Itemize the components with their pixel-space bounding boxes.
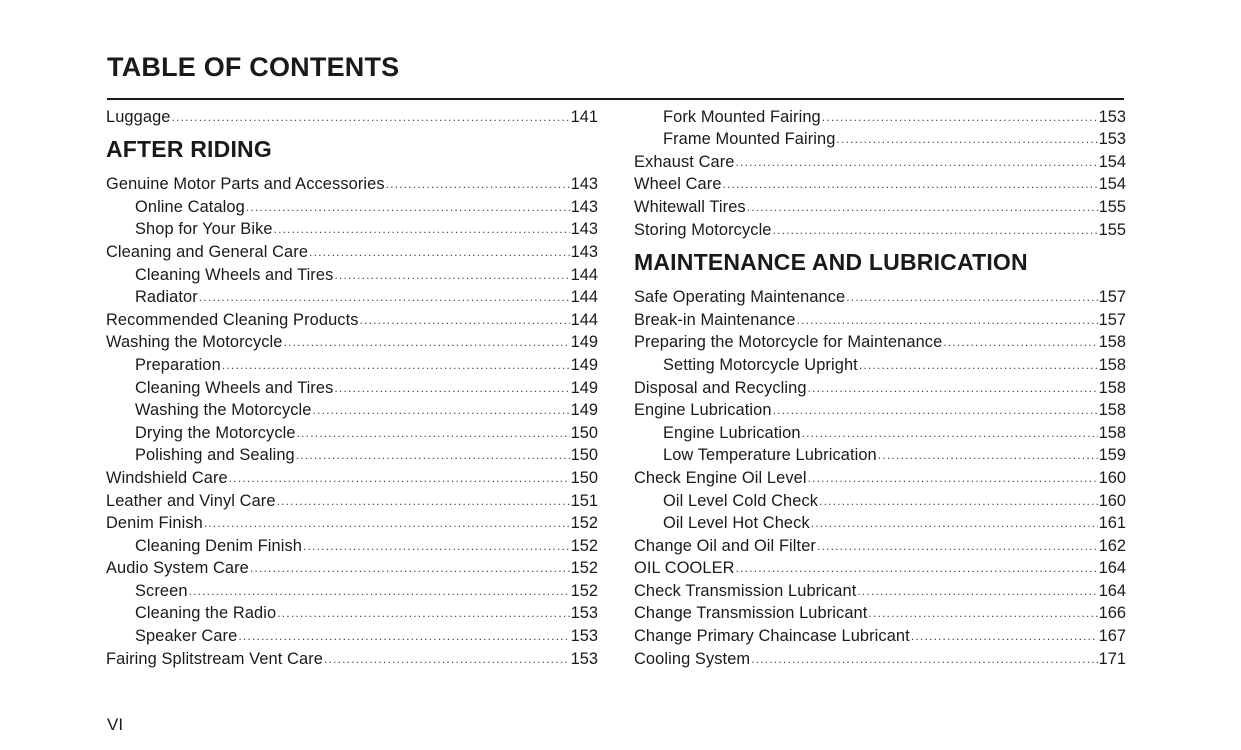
toc-entry-title: Whitewall Tires	[634, 197, 746, 216]
toc-entry[interactable]	[634, 352, 1126, 375]
toc-entry-title: Frame Mounted Fairing	[663, 130, 836, 149]
toc-entry-title: Cleaning the Radio	[135, 604, 277, 623]
toc-entry-title: Check Engine Oil Level	[634, 468, 807, 487]
toc-entry-title: Shop for Your Bike	[135, 220, 273, 239]
toc-leader-dots	[846, 287, 1097, 307]
toc-leader-dots	[836, 129, 1097, 149]
toc-leader-dots	[250, 558, 570, 578]
toc-leader-dots	[334, 265, 569, 285]
toc-leader-dots	[238, 626, 569, 646]
toc-entry[interactable]	[106, 104, 598, 127]
toc-column-right	[634, 104, 1126, 669]
toc-entry-title: Fork Mounted Fairing	[663, 107, 821, 126]
toc-entry-title: Cleaning Denim Finish	[135, 536, 302, 555]
toc-entry-page-number: 153	[570, 627, 598, 646]
toc-entry-title: Oil Level Hot Check	[663, 514, 810, 533]
toc-entry-page-number: 158	[1098, 378, 1126, 397]
toc-entry[interactable]	[106, 194, 598, 217]
toc-entry[interactable]	[106, 262, 598, 285]
toc-entry[interactable]	[106, 285, 598, 308]
toc-entry-title: Safe Operating Maintenance	[634, 288, 846, 307]
toc-entry-page-number: 150	[570, 468, 598, 487]
toc-entry-page-number: 151	[570, 491, 598, 510]
toc-entry-page-number: 149	[570, 401, 598, 420]
toc-leader-dots	[817, 536, 1098, 556]
toc-entry[interactable]	[634, 646, 1126, 669]
toc-entry-page-number: 153	[1098, 130, 1126, 149]
toc-leader-dots	[222, 355, 570, 375]
toc-entry-title: Check Transmission Lubricant	[634, 581, 857, 600]
toc-entry-page-number: 157	[1098, 310, 1126, 329]
toc-entry[interactable]	[106, 511, 598, 534]
toc-entry-title: Setting Motorcycle Upright	[663, 355, 858, 374]
toc-leader-dots	[274, 219, 570, 239]
toc-leader-dots	[857, 581, 1097, 601]
toc-entry-page-number: 152	[570, 514, 598, 533]
toc-entry[interactable]	[634, 511, 1126, 534]
toc-entry-title: Engine Lubrication	[663, 423, 801, 442]
toc-entry-title: Washing the Motorcycle	[135, 401, 312, 420]
toc-entry-page-number: 158	[1098, 355, 1126, 374]
toc-entry-title: Change Transmission Lubricant	[634, 604, 868, 623]
toc-entry[interactable]	[634, 285, 1126, 308]
toc-leader-dots	[297, 423, 570, 443]
toc-entry[interactable]	[634, 375, 1126, 398]
toc-leader-dots	[796, 310, 1097, 330]
toc-leader-dots	[277, 603, 569, 623]
toc-entry-page-number: 143	[570, 242, 598, 261]
toc-entry-title: Drying the Motorcycle	[135, 423, 296, 442]
toc-entry[interactable]	[106, 172, 598, 195]
toc-entry[interactable]	[634, 149, 1126, 172]
toc-entry[interactable]	[634, 127, 1126, 150]
toc-leader-dots	[808, 378, 1098, 398]
toc-leader-dots	[284, 332, 570, 352]
toc-entry[interactable]	[634, 443, 1126, 466]
toc-entry-page-number: 154	[1098, 175, 1126, 194]
toc-entry-title: Disposal and Recycling	[634, 378, 807, 397]
toc-entry-title: OIL COOLER	[634, 559, 735, 578]
toc-entry-page-number: 152	[570, 536, 598, 555]
toc-entry-page-number: 157	[1098, 288, 1126, 307]
toc-leader-dots	[773, 400, 1098, 420]
toc-entry-page-number: 149	[570, 378, 598, 397]
toc-entry-page-number: 155	[1098, 197, 1126, 216]
toc-leader-dots	[723, 174, 1098, 194]
toc-entry[interactable]	[634, 533, 1126, 556]
toc-entry[interactable]	[106, 578, 598, 601]
toc-entry[interactable]	[634, 172, 1126, 195]
toc-entry-page-number: 149	[570, 355, 598, 374]
toc-entry-page-number: 149	[570, 333, 598, 352]
toc-entry[interactable]	[634, 398, 1126, 421]
toc-entry-page-number: 150	[570, 423, 598, 442]
toc-entry-title: Exhaust Care	[634, 152, 735, 171]
toc-entry[interactable]	[634, 488, 1126, 511]
toc-entry[interactable]	[634, 465, 1126, 488]
toc-entry-list	[106, 172, 598, 669]
toc-entry[interactable]	[106, 330, 598, 353]
toc-entry-page-number: 164	[1098, 581, 1126, 600]
toc-entry-list	[634, 285, 1126, 669]
toc-entry[interactable]	[634, 194, 1126, 217]
toc-entry-title: Wheel Care	[634, 175, 722, 194]
toc-entry[interactable]	[106, 398, 598, 421]
toc-entry-title: Windshield Care	[106, 468, 228, 487]
toc-entry-title: Low Temperature Lubrication	[663, 446, 877, 465]
toc-entry-title: Change Oil and Oil Filter	[634, 536, 816, 555]
toc-leader-dots	[859, 355, 1098, 375]
toc-leader-dots	[751, 649, 1097, 669]
toc-entry-title: Polishing and Sealing	[135, 446, 295, 465]
toc-leader-dots	[747, 197, 1098, 217]
toc-entry-page-number: 164	[1098, 559, 1126, 578]
toc-leader-dots	[199, 287, 570, 307]
toc-entry-page-number: 152	[570, 581, 598, 600]
toc-entry-title: Screen	[135, 581, 188, 600]
toc-entry[interactable]	[106, 488, 598, 511]
toc-entry-title: Preparation	[135, 355, 221, 374]
toc-intro-list	[106, 104, 598, 127]
toc-entry-title: Online Catalog	[135, 197, 245, 216]
toc-entry[interactable]	[106, 239, 598, 262]
toc-leader-dots	[386, 174, 570, 194]
toc-entry[interactable]	[106, 601, 598, 624]
toc-entry[interactable]	[634, 601, 1126, 624]
toc-entry-page-number: 152	[570, 559, 598, 578]
toc-leader-dots	[878, 445, 1098, 465]
toc-leader-dots	[736, 558, 1098, 578]
toc-leader-dots	[204, 513, 570, 533]
toc-entry-page-number: 143	[570, 175, 598, 194]
toc-leader-dots	[911, 626, 1098, 646]
toc-entry-page-number: 171	[1098, 649, 1126, 668]
toc-leader-dots	[868, 603, 1097, 623]
toc-entry-page-number: 161	[1098, 514, 1126, 533]
toc-entry-title: Speaker Care	[135, 627, 238, 646]
page-title: TABLE OF CONTENTS	[107, 52, 400, 82]
toc-entry[interactable]	[634, 556, 1126, 579]
toc-leader-dots	[943, 332, 1097, 352]
toc-entry-title: Denim Finish	[106, 514, 203, 533]
toc-entry-page-number: 141	[570, 107, 598, 126]
toc-entry-page-number: 155	[1098, 220, 1126, 239]
toc-entry-page-number: 158	[1098, 333, 1126, 352]
toc-entry-page-number: 166	[1098, 604, 1126, 623]
toc-entry[interactable]	[106, 217, 598, 240]
toc-entry-title: Oil Level Cold Check	[663, 491, 819, 510]
toc-leader-dots	[334, 378, 569, 398]
toc-entry-page-number: 158	[1098, 401, 1126, 420]
toc-entry-title: Cleaning Wheels and Tires	[135, 265, 334, 284]
toc-entry-page-number: 153	[570, 604, 598, 623]
toc-entry-title: Recommended Cleaning Products	[106, 310, 359, 329]
toc-entry-title: Change Primary Chaincase Lubricant	[634, 627, 910, 646]
toc-column-left	[106, 104, 598, 669]
toc-entry[interactable]	[634, 578, 1126, 601]
toc-entry-page-number: 154	[1098, 152, 1126, 171]
toc-leader-dots	[246, 197, 570, 217]
toc-entry-title: Storing Motorcycle	[634, 220, 772, 239]
title-divider	[107, 98, 1124, 100]
toc-leader-dots	[819, 491, 1098, 511]
toc-entry[interactable]	[106, 420, 598, 443]
section-heading-after-riding: AFTER RIDING	[106, 135, 272, 162]
toc-entry-page-number: 167	[1098, 627, 1126, 646]
toc-entry-title: Leather and Vinyl Care	[106, 491, 276, 510]
toc-entry-title: Fairing Splitstream Vent Care	[106, 649, 323, 668]
toc-entry-page-number: 153	[1098, 107, 1126, 126]
toc-entry-page-number: 143	[570, 220, 598, 239]
toc-entry-title: Audio System Care	[106, 559, 249, 578]
toc-entry-page-number: 159	[1098, 446, 1126, 465]
toc-entry[interactable]	[106, 646, 598, 669]
toc-entry[interactable]	[634, 330, 1126, 353]
toc-entry-title: Washing the Motorcycle	[106, 333, 283, 352]
toc-entry-title: Break-in Maintenance	[634, 310, 796, 329]
toc-leader-dots	[309, 242, 570, 262]
toc-entry[interactable]	[106, 307, 598, 330]
toc-entry[interactable]	[106, 556, 598, 579]
toc-entry-page-number: 160	[1098, 491, 1126, 510]
toc-entry-page-number: 144	[570, 288, 598, 307]
toc-entry-title: Radiator	[135, 288, 198, 307]
toc-entry-page-number: 143	[570, 197, 598, 216]
toc-leader-dots	[313, 400, 570, 420]
toc-entry-page-number: 162	[1098, 536, 1126, 555]
toc-leader-dots	[802, 423, 1098, 443]
toc-entry[interactable]	[106, 443, 598, 466]
toc-entry-page-number: 144	[570, 265, 598, 284]
toc-entry[interactable]	[106, 533, 598, 556]
toc-entry[interactable]	[634, 623, 1126, 646]
toc-leader-dots	[808, 468, 1098, 488]
toc-leader-dots	[172, 107, 570, 127]
toc-leader-dots	[773, 220, 1098, 240]
toc-leader-dots	[296, 445, 570, 465]
page-number: VI	[107, 715, 124, 734]
toc-intro-list	[634, 104, 1126, 240]
toc-leader-dots	[189, 581, 570, 601]
toc-entry[interactable]	[634, 104, 1126, 127]
toc-leader-dots	[360, 310, 570, 330]
toc-entry-title: Luggage	[106, 107, 171, 126]
toc-entry-title: Genuine Motor Parts and Accessories	[106, 175, 385, 194]
toc-entry-page-number: 160	[1098, 468, 1126, 487]
toc-entry[interactable]	[106, 465, 598, 488]
toc-entry-title: Engine Lubrication	[634, 401, 772, 420]
toc-entry-page-number: 150	[570, 446, 598, 465]
toc-leader-dots	[736, 152, 1098, 172]
toc-leader-dots	[303, 536, 570, 556]
toc-entry[interactable]	[106, 623, 598, 646]
section-heading-maintenance-and-lubrication: MAINTENANCE AND LUBRICATION	[634, 248, 1028, 275]
toc-leader-dots	[229, 468, 570, 488]
toc-entry-title: Preparing the Motorcycle for Maintenance	[634, 333, 943, 352]
toc-entry-title: Cooling System	[634, 649, 751, 668]
toc-leader-dots	[811, 513, 1098, 533]
toc-entry-title: Cleaning Wheels and Tires	[135, 378, 334, 397]
toc-leader-dots	[277, 491, 570, 511]
toc-leader-dots	[324, 649, 570, 669]
toc-entry-title: Cleaning and General Care	[106, 242, 309, 261]
toc-entry[interactable]	[634, 307, 1126, 330]
toc-entry[interactable]	[106, 352, 598, 375]
toc-entry-page-number: 158	[1098, 423, 1126, 442]
toc-entry[interactable]	[634, 217, 1126, 240]
toc-leader-dots	[822, 107, 1098, 127]
toc-entry-page-number: 153	[570, 649, 598, 668]
toc-entry[interactable]	[106, 375, 598, 398]
toc-entry[interactable]	[634, 420, 1126, 443]
toc-entry-page-number: 144	[570, 310, 598, 329]
